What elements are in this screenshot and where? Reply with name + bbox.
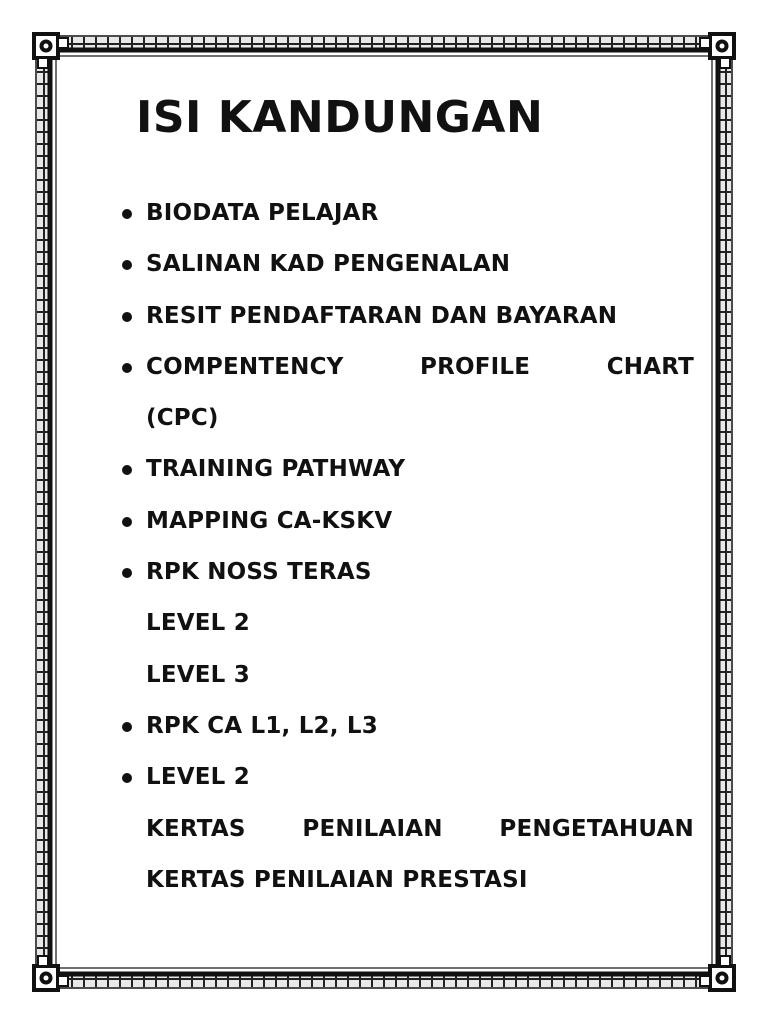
border-chain-top [66,37,702,48]
list-item-text-word: CHART [606,353,694,380]
sub-item-text-word: KERTAS [146,815,246,842]
list-item [118,348,694,399]
sub-item-text-word: PENILAIAN [302,815,443,842]
list-item-continuation [118,399,694,450]
list-item-text: MAPPING CA-KSKV [146,507,393,534]
sub-item-text: LEVEL 3 [146,661,250,688]
sub-item [118,656,694,707]
list-item-text: SALINAN KAD PENGENALAN [146,251,511,278]
border-chain-left [37,66,48,958]
list-item-text-word: PROFILE [420,353,531,380]
sub-item [118,810,694,861]
bullet-icon [122,363,132,373]
list-item [118,194,694,245]
list-item-text: BIODATA PELAJAR [146,200,379,226]
list-item-text-word: COMPENTENCY [146,353,344,380]
bullet-icon [122,209,132,219]
bullet-icon [122,568,132,578]
list-item [118,553,694,604]
sub-item [118,604,694,655]
sub-item-text: LEVEL 2 [146,610,250,637]
list-item-text: RESIT PENDAFTARAN DAN BAYARAN [146,302,618,329]
bullet-icon [122,722,132,732]
list-item-text: TRAINING PATHWAY [146,456,406,483]
list-item-text: RPK CA L1, L2, L3 [146,712,378,739]
list-item [118,297,694,348]
list-item-text: LEVEL 2 [146,764,250,791]
bullet-icon [122,260,132,270]
contents-list [118,194,694,912]
border-chain-right [720,66,731,958]
sub-item [118,861,694,912]
bullet-icon [122,773,132,783]
bullet-icon [122,312,132,322]
list-item [118,502,694,553]
list-item [118,245,694,296]
list-item [118,707,694,758]
list-item-text: (CPC) [146,405,219,432]
page-title: ISI KANDUNGAN [136,92,544,143]
bullet-icon [122,517,132,527]
list-item [118,450,694,501]
border-chain-bottom [66,976,702,987]
list-item [118,758,694,809]
list-item-text: RPK NOSS TERAS [146,559,372,586]
bullet-icon [122,465,132,475]
sub-item-text: KERTAS PENILAIAN PRESTASI [146,866,528,893]
sub-item-text-word: PENGETAHUAN [499,815,694,842]
